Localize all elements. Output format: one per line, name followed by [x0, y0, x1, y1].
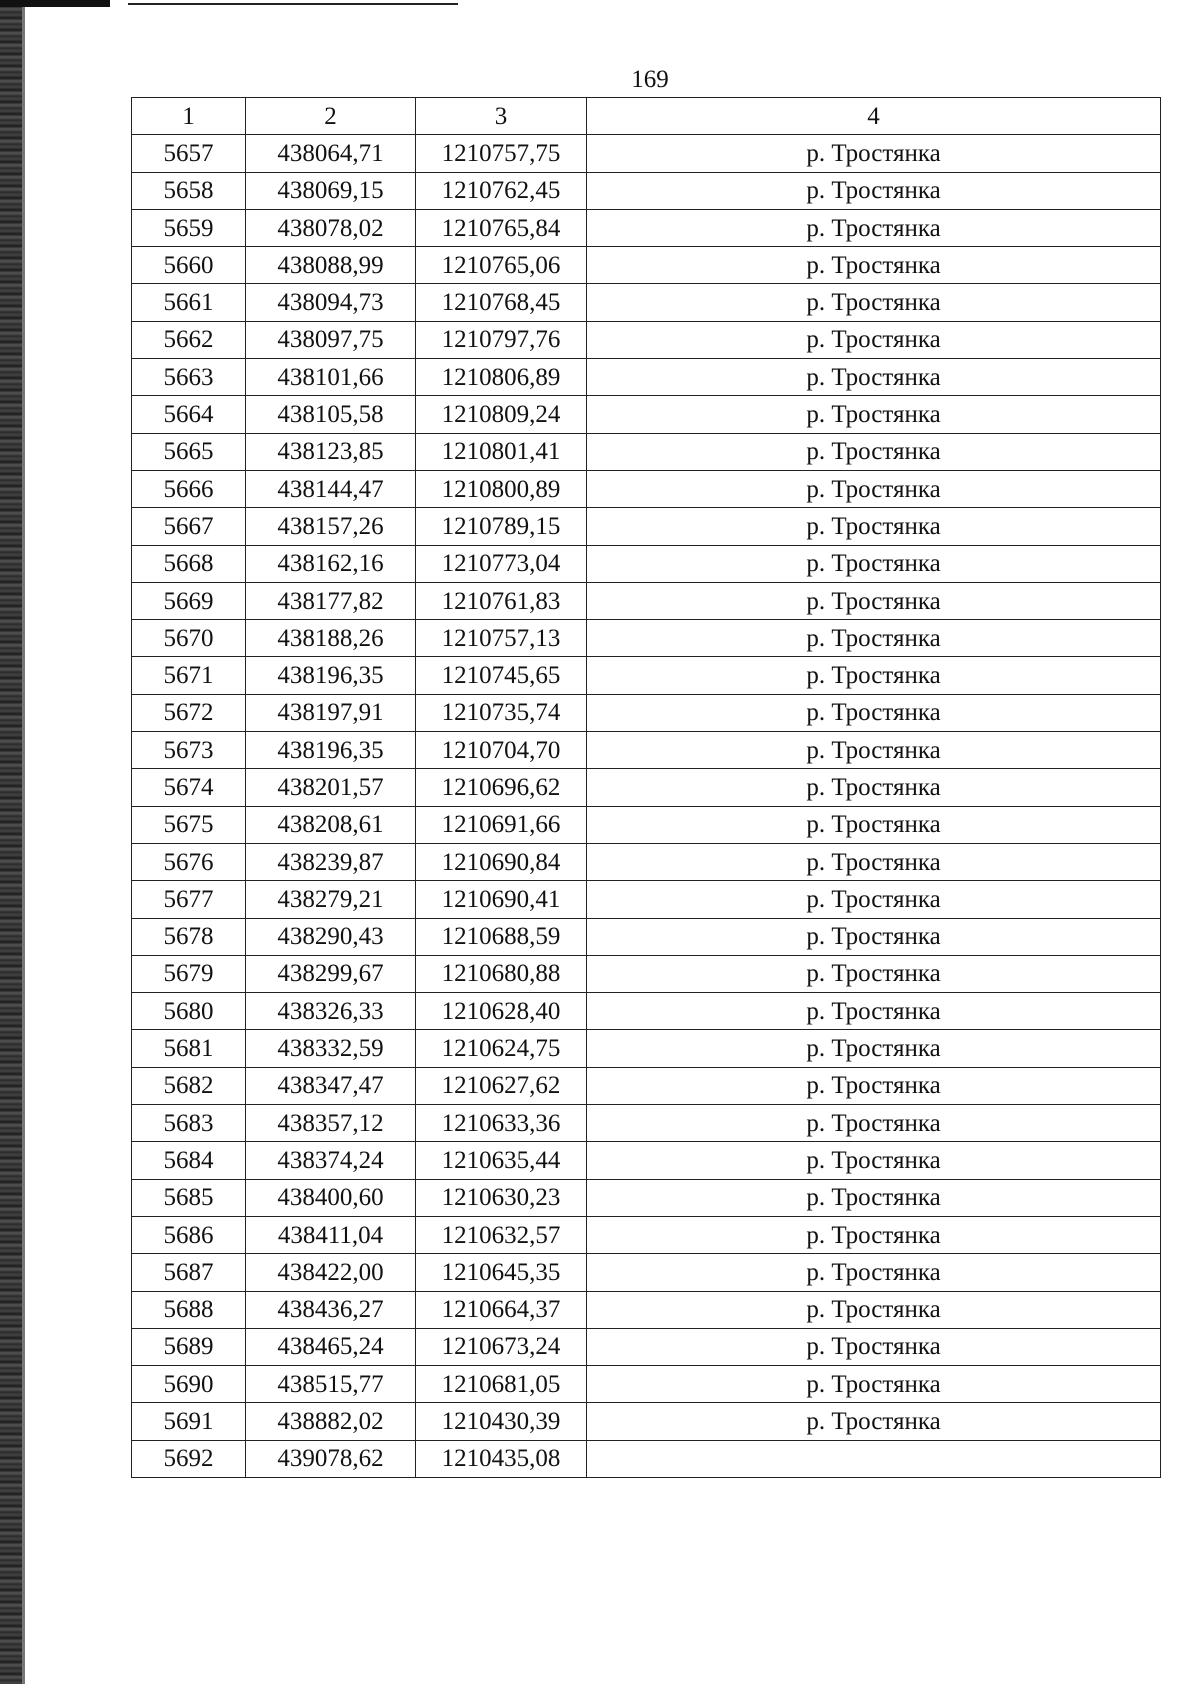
description-cell: р. Тростянка	[587, 769, 1161, 806]
table-row	[132, 1403, 1161, 1440]
header-cell-2: 2	[246, 98, 416, 135]
table-row	[132, 582, 1161, 619]
y-coordinate-cell: 1210801,41	[416, 433, 587, 470]
description-cell: р. Тростянка	[587, 732, 1161, 769]
scan-top-bar	[0, 0, 110, 7]
point-number-cell: 5657	[132, 135, 246, 172]
x-coordinate-cell: 438400,60	[246, 1179, 416, 1216]
x-coordinate-cell: 438347,47	[246, 1067, 416, 1104]
table-row	[132, 284, 1161, 321]
description-cell: р. Тростянка	[587, 918, 1161, 955]
y-coordinate-cell: 1210765,84	[416, 209, 587, 246]
y-coordinate-cell: 1210645,35	[416, 1254, 587, 1291]
x-coordinate-cell: 438239,87	[246, 843, 416, 880]
description-cell: р. Тростянка	[587, 321, 1161, 358]
scan-left-edge	[0, 0, 22, 1684]
x-coordinate-cell: 438208,61	[246, 806, 416, 843]
x-coordinate-cell: 438196,35	[246, 732, 416, 769]
description-cell: р. Тростянка	[587, 359, 1161, 396]
x-coordinate-cell: 438123,85	[246, 433, 416, 470]
y-coordinate-cell: 1210628,40	[416, 993, 587, 1030]
x-coordinate-cell: 439078,62	[246, 1440, 416, 1477]
description-cell: р. Тростянка	[587, 1366, 1161, 1403]
x-coordinate-cell: 438411,04	[246, 1216, 416, 1253]
description-cell: р. Тростянка	[587, 396, 1161, 433]
table-row	[132, 993, 1161, 1030]
point-number-cell: 5663	[132, 359, 246, 396]
point-number-cell: 5678	[132, 918, 246, 955]
y-coordinate-cell: 1210762,45	[416, 172, 587, 209]
point-number-cell: 5673	[132, 732, 246, 769]
y-coordinate-cell: 1210680,88	[416, 955, 587, 992]
table-row	[132, 657, 1161, 694]
y-coordinate-cell: 1210430,39	[416, 1403, 587, 1440]
x-coordinate-cell: 438162,16	[246, 545, 416, 582]
point-number-cell: 5679	[132, 955, 246, 992]
description-cell: р. Тростянка	[587, 881, 1161, 918]
point-number-cell: 5692	[132, 1440, 246, 1477]
x-coordinate-cell: 438326,33	[246, 993, 416, 1030]
table-row	[132, 694, 1161, 731]
description-cell: р. Тростянка	[587, 620, 1161, 657]
point-number-cell: 5674	[132, 769, 246, 806]
y-coordinate-cell: 1210800,89	[416, 470, 587, 507]
table-body	[132, 135, 1161, 1478]
point-number-cell: 5676	[132, 843, 246, 880]
header-cell-1: 1	[132, 98, 246, 135]
description-cell: р. Тростянка	[587, 1030, 1161, 1067]
description-cell: р. Тростянка	[587, 843, 1161, 880]
x-coordinate-cell: 438105,58	[246, 396, 416, 433]
x-coordinate-cell: 438101,66	[246, 359, 416, 396]
y-coordinate-cell: 1210681,05	[416, 1366, 587, 1403]
y-coordinate-cell: 1210633,36	[416, 1105, 587, 1142]
description-cell: р. Тростянка	[587, 1067, 1161, 1104]
point-number-cell: 5682	[132, 1067, 246, 1104]
description-cell: р. Тростянка	[587, 1254, 1161, 1291]
description-cell: р. Тростянка	[587, 1105, 1161, 1142]
x-coordinate-cell: 438078,02	[246, 209, 416, 246]
x-coordinate-cell: 438196,35	[246, 657, 416, 694]
x-coordinate-cell: 438201,57	[246, 769, 416, 806]
x-coordinate-cell: 438279,21	[246, 881, 416, 918]
x-coordinate-cell: 438436,27	[246, 1291, 416, 1328]
table-row	[132, 1291, 1161, 1328]
description-cell	[587, 1440, 1161, 1477]
table-row	[132, 209, 1161, 246]
description-cell: р. Тростянка	[587, 247, 1161, 284]
table-row	[132, 1366, 1161, 1403]
description-cell: р. Тростянка	[587, 582, 1161, 619]
y-coordinate-cell: 1210635,44	[416, 1142, 587, 1179]
point-number-cell: 5688	[132, 1291, 246, 1328]
point-number-cell: 5681	[132, 1030, 246, 1067]
y-coordinate-cell: 1210806,89	[416, 359, 587, 396]
x-coordinate-cell: 438882,02	[246, 1403, 416, 1440]
table-row	[132, 1030, 1161, 1067]
table-row	[132, 1105, 1161, 1142]
x-coordinate-cell: 438290,43	[246, 918, 416, 955]
y-coordinate-cell: 1210809,24	[416, 396, 587, 433]
table-row	[132, 881, 1161, 918]
y-coordinate-cell: 1210789,15	[416, 508, 587, 545]
y-coordinate-cell: 1210757,13	[416, 620, 587, 657]
table-row	[132, 545, 1161, 582]
x-coordinate-cell: 438064,71	[246, 135, 416, 172]
point-number-cell: 5690	[132, 1366, 246, 1403]
point-number-cell: 5670	[132, 620, 246, 657]
point-number-cell: 5677	[132, 881, 246, 918]
x-coordinate-cell: 438088,99	[246, 247, 416, 284]
x-coordinate-cell: 438357,12	[246, 1105, 416, 1142]
table-row	[132, 732, 1161, 769]
point-number-cell: 5684	[132, 1142, 246, 1179]
point-number-cell: 5686	[132, 1216, 246, 1253]
point-number-cell: 5666	[132, 470, 246, 507]
table-row	[132, 955, 1161, 992]
point-number-cell: 5658	[132, 172, 246, 209]
y-coordinate-cell: 1210673,24	[416, 1328, 587, 1365]
point-number-cell: 5691	[132, 1403, 246, 1440]
point-number-cell: 5669	[132, 582, 246, 619]
point-number-cell: 5659	[132, 209, 246, 246]
description-cell: р. Тростянка	[587, 209, 1161, 246]
x-coordinate-cell: 438422,00	[246, 1254, 416, 1291]
table-row	[132, 1067, 1161, 1104]
point-number-cell: 5664	[132, 396, 246, 433]
point-number-cell: 5671	[132, 657, 246, 694]
description-cell: р. Тростянка	[587, 135, 1161, 172]
header-cell-4: 4	[587, 98, 1161, 135]
point-number-cell: 5660	[132, 247, 246, 284]
y-coordinate-cell: 1210624,75	[416, 1030, 587, 1067]
x-coordinate-cell: 438144,47	[246, 470, 416, 507]
y-coordinate-cell: 1210765,06	[416, 247, 587, 284]
point-number-cell: 5689	[132, 1328, 246, 1365]
y-coordinate-cell: 1210690,41	[416, 881, 587, 918]
y-coordinate-cell: 1210688,59	[416, 918, 587, 955]
table-row	[132, 620, 1161, 657]
y-coordinate-cell: 1210664,37	[416, 1291, 587, 1328]
description-cell: р. Тростянка	[587, 433, 1161, 470]
table-row	[132, 806, 1161, 843]
description-cell: р. Тростянка	[587, 993, 1161, 1030]
description-cell: р. Тростянка	[587, 1179, 1161, 1216]
table-row	[132, 1142, 1161, 1179]
y-coordinate-cell: 1210768,45	[416, 284, 587, 321]
scan-top-line	[128, 3, 458, 5]
table-row	[132, 1254, 1161, 1291]
table-row	[132, 470, 1161, 507]
header-cell-3: 3	[416, 98, 587, 135]
description-cell: р. Тростянка	[587, 1328, 1161, 1365]
table-row	[132, 172, 1161, 209]
point-number-cell: 5675	[132, 806, 246, 843]
y-coordinate-cell: 1210704,70	[416, 732, 587, 769]
description-cell: р. Тростянка	[587, 1403, 1161, 1440]
description-cell: р. Тростянка	[587, 1216, 1161, 1253]
description-cell: р. Тростянка	[587, 284, 1161, 321]
table-row	[132, 769, 1161, 806]
x-coordinate-cell: 438097,75	[246, 321, 416, 358]
point-number-cell: 5667	[132, 508, 246, 545]
table-row	[132, 1179, 1161, 1216]
coordinates-table	[131, 97, 1161, 1478]
point-number-cell: 5661	[132, 284, 246, 321]
table-row	[132, 135, 1161, 172]
page-number: 169	[631, 66, 669, 93]
point-number-cell: 5687	[132, 1254, 246, 1291]
point-number-cell: 5662	[132, 321, 246, 358]
x-coordinate-cell: 438069,15	[246, 172, 416, 209]
table-row	[132, 843, 1161, 880]
description-cell: р. Тростянка	[587, 955, 1161, 992]
y-coordinate-cell: 1210757,75	[416, 135, 587, 172]
y-coordinate-cell: 1210630,23	[416, 1179, 587, 1216]
x-coordinate-cell: 438188,26	[246, 620, 416, 657]
description-cell: р. Тростянка	[587, 806, 1161, 843]
description-cell: р. Тростянка	[587, 172, 1161, 209]
y-coordinate-cell: 1210735,74	[416, 694, 587, 731]
table-row	[132, 359, 1161, 396]
y-coordinate-cell: 1210632,57	[416, 1216, 587, 1253]
y-coordinate-cell: 1210797,76	[416, 321, 587, 358]
table-row	[132, 433, 1161, 470]
y-coordinate-cell: 1210435,08	[416, 1440, 587, 1477]
y-coordinate-cell: 1210773,04	[416, 545, 587, 582]
description-cell: р. Тростянка	[587, 1142, 1161, 1179]
description-cell: р. Тростянка	[587, 508, 1161, 545]
description-cell: р. Тростянка	[587, 545, 1161, 582]
x-coordinate-cell: 438157,26	[246, 508, 416, 545]
y-coordinate-cell: 1210696,62	[416, 769, 587, 806]
y-coordinate-cell: 1210691,66	[416, 806, 587, 843]
x-coordinate-cell: 438465,24	[246, 1328, 416, 1365]
table-header-row	[132, 98, 1161, 135]
point-number-cell: 5668	[132, 545, 246, 582]
point-number-cell: 5672	[132, 694, 246, 731]
description-cell: р. Тростянка	[587, 694, 1161, 731]
x-coordinate-cell: 438197,91	[246, 694, 416, 731]
x-coordinate-cell: 438094,73	[246, 284, 416, 321]
table-row	[132, 918, 1161, 955]
table-row	[132, 247, 1161, 284]
y-coordinate-cell: 1210627,62	[416, 1067, 587, 1104]
description-cell: р. Тростянка	[587, 470, 1161, 507]
y-coordinate-cell: 1210745,65	[416, 657, 587, 694]
point-number-cell: 5685	[132, 1179, 246, 1216]
description-cell: р. Тростянка	[587, 657, 1161, 694]
x-coordinate-cell: 438332,59	[246, 1030, 416, 1067]
table-row	[132, 1440, 1161, 1477]
point-number-cell: 5665	[132, 433, 246, 470]
y-coordinate-cell: 1210761,83	[416, 582, 587, 619]
y-coordinate-cell: 1210690,84	[416, 843, 587, 880]
x-coordinate-cell: 438515,77	[246, 1366, 416, 1403]
x-coordinate-cell: 438374,24	[246, 1142, 416, 1179]
table-row	[132, 1328, 1161, 1365]
table-row	[132, 396, 1161, 433]
table-row	[132, 321, 1161, 358]
x-coordinate-cell: 438177,82	[246, 582, 416, 619]
x-coordinate-cell: 438299,67	[246, 955, 416, 992]
point-number-cell: 5680	[132, 993, 246, 1030]
table-row	[132, 508, 1161, 545]
table-row	[132, 1216, 1161, 1253]
description-cell: р. Тростянка	[587, 1291, 1161, 1328]
point-number-cell: 5683	[132, 1105, 246, 1142]
